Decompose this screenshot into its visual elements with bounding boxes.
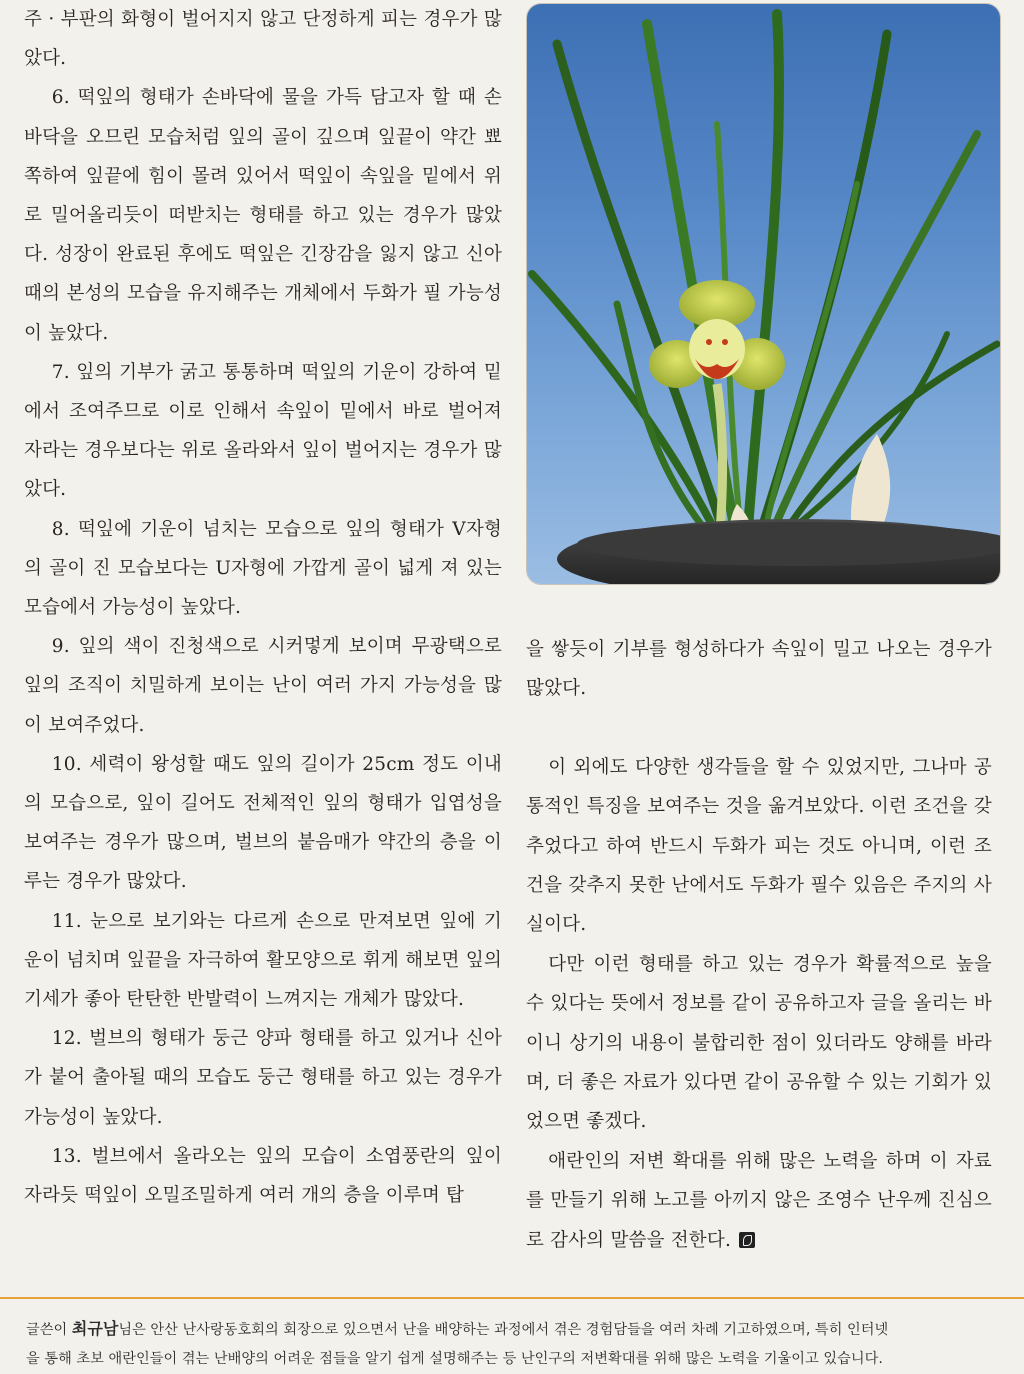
orchid-illustration <box>527 4 1000 584</box>
closing-paragraph-1: 이 외에도 다양한 생각들을 할 수 있었지만, 그나마 공통적인 특징을 보여주는 것을 옮겨보았다. 이런 조건을 갖추었다고 하여 반드시 두화가 피는 것도 아니며, 이런 조건을 갖추지 못한 난에서도 두화가 필수 있음은 주지의 사실이다. <box>526 756 992 936</box>
numbered-item: 8. 떡잎에 기운이 넘치는 모습으로 잎의 형태가 V자형의 골이 진 모습보다는 U자형에 가깝게 골이 넓게 져 있는 모습에서 가능성이 높았다. <box>24 518 502 619</box>
author-name: 최규남 <box>71 1319 119 1338</box>
numbered-item: 13. 벌브에서 올라오는 잎의 모습이 소엽풍란의 잎이 자라듯 떡잎이 오밀조밀하게 여러 개의 층을 이루며 탑 <box>24 1145 502 1207</box>
closing-paragraph-3 <box>526 1142 992 1260</box>
author-bio <box>26 1314 1006 1374</box>
numbered-item: 6. 떡잎의 형태가 손바닥에 물을 가득 담고자 할 때 손바닥을 오므린 모습처럼 잎의 골이 깊으며 잎끝이 약간 뾰쪽하여 잎끝에 힘이 몰려 있어서 떡잎이 속잎을 밑에서 위로 밀어올리듯이 떠받치는 형태를 하고 있는 경우가 많았다. 성장이 완료된 후에도 떡잎은 긴장감을 잃지 않고 신아 때의 본성의 모습을 유지해주는 개체에서 두화가 필 가능성이 높았다. <box>24 87 502 344</box>
continued-paragraph: 주 · 부판의 화형이 벌어지지 않고 단정하게 피는 경우가 많았다. <box>24 9 502 70</box>
numbered-item: 10. 세력이 왕성할 때도 잎의 길이가 25cm 정도 이내의 모습으로, 잎이 길어도 전체적인 잎의 형태가 입엽성을 보여주는 경우가 많으며, 벌브의 붙음매가 약간의 층을 이루는 경우가 많았다. <box>24 753 502 893</box>
orchid-stamp-icon <box>739 1232 755 1248</box>
author-bio-line-2: 을 통해 초보 애란인들이 겪는 난배양의 어려운 점들을 알기 쉽게 설명해주는 등 난인구의 저변확대를 위해 많은 노력을 기울이고 있습니다. <box>26 1351 883 1367</box>
right-continuation: 을 쌓듯이 기부를 형성하다가 속잎이 밀고 나오는 경우가 많았다. <box>526 639 992 700</box>
numbered-item: 11. 눈으로 보기와는 다르게 손으로 만져보면 잎에 기운이 넘치며 잎끝을 자극하여 활모양으로 휘게 해보면 잎의 기세가 좋아 탄탄한 반발력이 느껴지는 개체가 많았다. <box>24 910 502 1011</box>
closing-paragraph-3-text: 애란인의 저변 확대를 위해 많은 노력을 하며 이 자료를 만들기 위해 노고를 아끼지 않은 조영수 난우께 진심으로 감사의 말씀을 전한다. <box>526 1150 992 1251</box>
numbered-item: 9. 잎의 색이 진청색으로 시커멓게 보이며 무광택으로 잎의 조직이 치밀하게 보이는 난이 여러 가지 가능성을 많이 보여주었다. <box>24 636 502 736</box>
numbered-item: 12. 벌브의 형태가 둥근 양파 형태를 하고 있거나 신아가 붙어 출아될 때의 모습도 둥근 형태를 하고 있는 경우가 가능성이 높았다. <box>24 1028 502 1128</box>
author-bio-line-1 <box>26 1314 1006 1345</box>
numbered-item: 7. 잎의 기부가 굵고 통통하며 떡잎의 기운이 강하여 밑에서 조여주므로 이로 인해서 속잎이 밑에서 바로 벌어져 자라는 경우보다는 위로 올라와서 잎이 벌어지는 경우가 많았다. <box>24 361 502 501</box>
leaves <box>532 14 997 544</box>
author-bio-text-1: 님은 안산 난사랑동호회의 회장으로 있으면서 난을 배양하는 과정에서 겪은 경험담들을 여러 차례 기고하였으며, 특히 인터넷 <box>118 1322 889 1338</box>
footer-divider <box>0 1297 1024 1299</box>
right-column <box>526 630 992 1260</box>
flower-stem <box>717 384 723 544</box>
orchid-photo <box>527 4 1000 584</box>
closing-paragraph-2: 다만 이런 형태를 하고 있는 경우가 확률적으로 높을 수 있다는 뜻에서 정보를 같이 공유하고자 글을 올리는 바이니 상기의 내용이 불합리한 점이 있더라도 양해를 바라며, 더 좋은 자료가 있다면 같이 공유할 수 있는 기회가 있었으면 좋겠다. <box>526 953 992 1133</box>
left-column <box>24 0 502 1215</box>
author-prefix: 글쓴이 <box>26 1322 72 1338</box>
